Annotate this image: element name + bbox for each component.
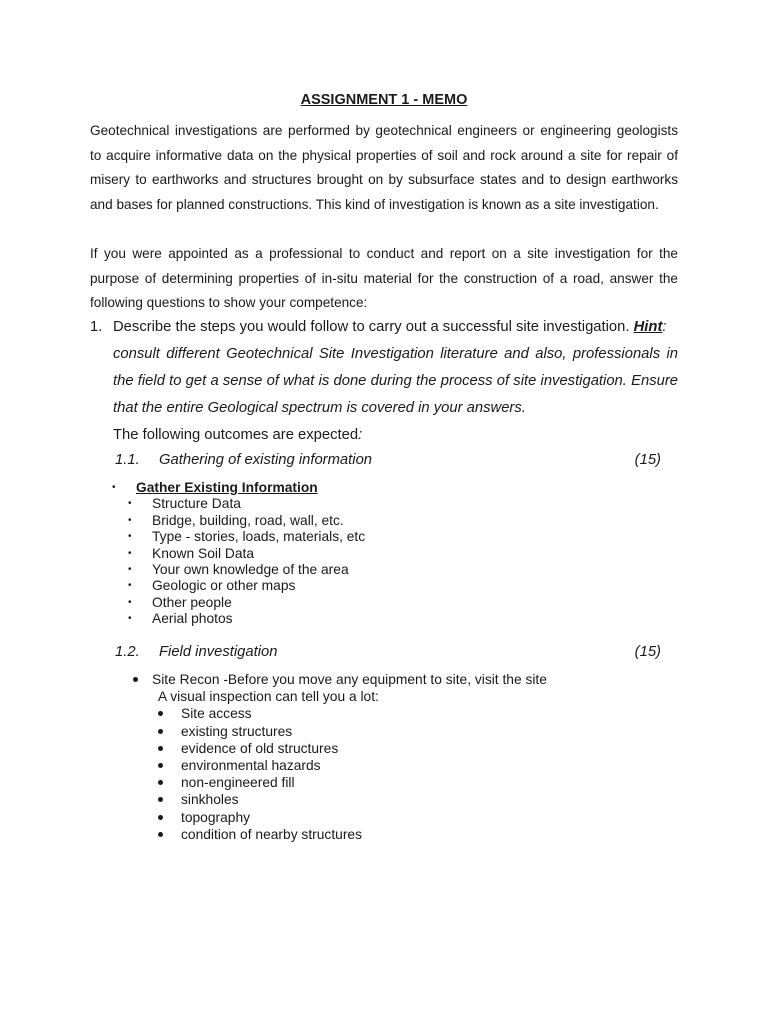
bullet-icon (158, 746, 163, 751)
list-item-text: Your own knowledge of the area (152, 561, 349, 577)
hint-line: that the entire Geological spectrum is covered in your answers. (113, 400, 526, 416)
task-paragraph (90, 242, 678, 316)
recon-text: Site Recon -Before you move any equipment to site, visit the site (152, 672, 547, 687)
list-item-text: Known Soil Data (152, 545, 255, 561)
list-item-text: evidence of old structures (181, 740, 339, 756)
page-title: ASSIGNMENT 1 - MEMO (300, 92, 468, 108)
list-item-text: environmental hazards (181, 757, 321, 773)
outcomes-line (113, 422, 678, 449)
visual-text: A visual inspection can tell you a lot: (158, 689, 379, 705)
subsection-number: 1.2. (115, 644, 140, 660)
list-item-text: condition of nearby structures (181, 826, 362, 842)
bullet-icon: • (128, 547, 132, 559)
subsection-1-2-heading (115, 644, 661, 664)
bullet-icon (158, 780, 163, 785)
list-item-text: Aerial photos (152, 611, 233, 627)
intro-line: to acquire informative data on the physical properties of soil and rock around a site for repair of (90, 147, 678, 163)
list-item-text: Type - stories, loads, materials, etc (152, 529, 366, 545)
bullet-icon: • (128, 531, 132, 543)
bullet-icon (158, 729, 163, 734)
question-text: Describe the steps you would follow to carry out a successful site investigation. (113, 319, 630, 335)
list-item-text: topography (181, 809, 251, 825)
bullet-icon: • (128, 498, 132, 510)
subsection-number: 1.1. (115, 452, 140, 468)
bullet-icon (158, 815, 163, 820)
subsection-title: Field investigation (159, 644, 278, 660)
list-heading: Gather Existing Information (136, 480, 318, 495)
bullet-icon (158, 763, 163, 768)
bullet-icon: • (128, 580, 132, 592)
outcomes-text: The following outcomes are expected (113, 427, 359, 443)
bullet-icon: • (128, 596, 132, 608)
intro-line: misery to earthworks and structures brought on by subsurface states and to design earthworks (90, 172, 678, 187)
list-item-text: existing structures (181, 723, 293, 739)
question-text-line (113, 314, 678, 341)
hint-line: consult different Geotechnical Site Investigation literature and also, professionals in (113, 346, 678, 362)
list-item-text: Geologic or other maps (152, 578, 296, 594)
bullet-icon (133, 677, 138, 682)
bullet-icon: • (112, 482, 116, 493)
subsection-title: Gathering of existing information (159, 452, 373, 468)
bullet-icon: • (128, 613, 132, 625)
list-item-text: Other people (152, 594, 232, 610)
subsection-marks: (15) (634, 452, 661, 468)
bullet-icon: • (128, 563, 132, 575)
list-item-text: Site access (181, 706, 252, 722)
intro-line: Geotechnical investigations are performed by geotechnical engineers or engineering geologists (90, 123, 678, 138)
list-item-text: Bridge, building, road, wall, etc. (152, 512, 344, 528)
task-line: following questions to show your competence: (90, 295, 368, 310)
list-item-text: non-engineered fill (181, 775, 295, 791)
hint-colon: : (662, 319, 667, 335)
list-item-text: Structure Data (152, 496, 241, 512)
intro-line: and bases for planned constructions. This kind of investigation is known as a site investigation. (90, 196, 659, 212)
bullet-icon (158, 711, 163, 716)
subsection-1-1-heading (115, 452, 661, 472)
bullet-icon (158, 832, 163, 837)
intro-paragraph (90, 119, 678, 217)
outcomes-colon: : (358, 427, 363, 443)
task-line: purpose of determining properties of in-situ material for the construction of a road, answer the (90, 270, 678, 286)
hint-label: Hint (633, 319, 663, 335)
bullet-icon (158, 797, 163, 802)
question-number: 1. (90, 319, 103, 335)
list-item-text: sinkholes (181, 792, 239, 808)
subsection-marks: (15) (634, 644, 661, 660)
hint-line: the field to get a sense of what is done during the process of site investigation. Ensure (113, 373, 678, 389)
task-line: If you were appointed as a professional to conduct and report on a site investigation for the (90, 246, 678, 261)
bullet-icon: • (128, 514, 132, 526)
